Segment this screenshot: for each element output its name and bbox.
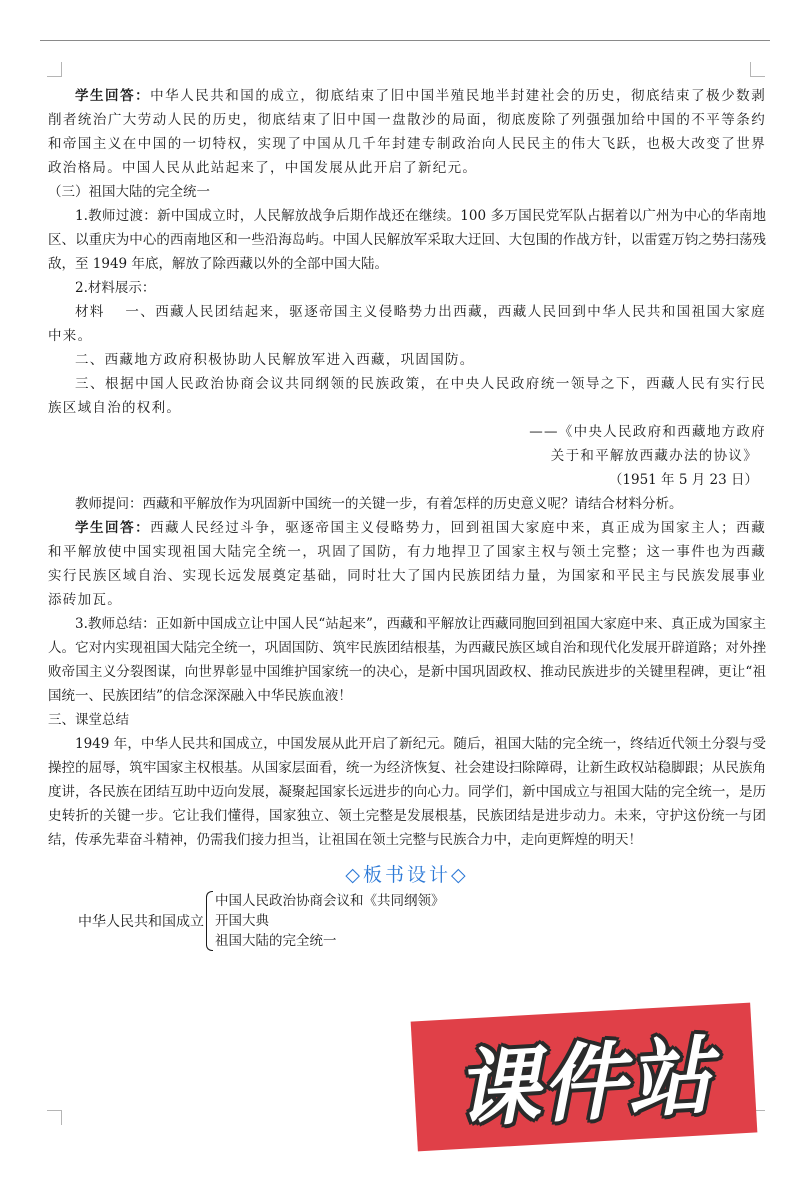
header-rule bbox=[40, 40, 770, 41]
summary-heading: 三、课堂总结 bbox=[48, 712, 129, 728]
watermark-text: 课件站 bbox=[452, 1026, 716, 1140]
source-line-1: ——《中央人民政府和西藏地方政府 bbox=[529, 424, 766, 440]
source-line-2: 关于和平解放西藏办法的协议》 bbox=[550, 448, 758, 464]
board-design-title: ◇板书设计◇ bbox=[345, 864, 469, 886]
student-answer-1 bbox=[48, 84, 766, 180]
summary-text: 1949 年，中华人民共和国成立，中国发展从此开启了新纪元。随后，祖国大陆的完全统一，终结近代领土分裂与受操控的屈辱，筑牢国家主权根基。从国家层面看，统一为经济恢复、社会建设扫除障碍，让新生政权站稳脚跟；从民族角度讲，各民族在团结互助中迈向发展，凝聚起国家长远进步的向心力。同学们，新中国成立与祖国大陆的完全统一，是历史转折的关键一步。它让我们懂得，国家独立、领土完整是发展根基，民族团结是进步动力。未来，守护这份统一与团结，传承先辈奋斗精神，仍需我们接力担当，让祖国在领土完整与民族合力中，走向更辉煌的明天！ bbox=[48, 736, 766, 848]
answer-text: 西藏人民经过斗争，驱逐帝国主义侵略势力，回到祖国大家庭中来，真正成为国家主人；西藏和平解放使中国实现祖国大陆完全统一，巩固了国防，有力地捍卫了国家主权与领土完整；这一事件也为西藏实行民族区域自治、实现长远发展奠定基础，同时壮大了国内民族团结力量，为国家和平民主与民族发展事业添砖加瓦。 bbox=[48, 520, 766, 608]
crop-mark-bottom-left bbox=[47, 1110, 62, 1125]
answer-label: 学生回答： bbox=[75, 88, 151, 104]
board-design-item: 中国人民政治协商会议和《共同纲领》 bbox=[215, 893, 445, 909]
material-item-2: 二、西藏地方政府积极协助人民解放军进入西藏，巩固国防。 bbox=[75, 352, 475, 368]
section-heading-3: （三）祖国大陆的完全统一 bbox=[48, 184, 210, 200]
board-design-item: 祖国大陆的完全统一 bbox=[215, 933, 337, 949]
answer-text: 中华人民共和国的成立，彻底结束了旧中国半殖民地半封建社会的历史，彻底结束了极少数剥削者统治广大劳动人民的历史，彻底结束了旧中国一盘散沙的局面，彻底废除了列强强加给中国的不平等条约和帝国主义在中国的一切特权，实现了中国从几千年封建专制政治向人民民主的伟大飞跃，也极大改变了世界政治格局。中国人民从此站起来了，中国发展从此开启了新纪元。 bbox=[48, 88, 766, 176]
crop-mark-top-right bbox=[750, 62, 765, 77]
board-design-item: 开国大典 bbox=[215, 913, 269, 929]
board-design-root: 中华人民共和国成立 bbox=[78, 914, 204, 930]
brace bbox=[206, 891, 213, 951]
answer-label: 学生回答： bbox=[75, 520, 151, 536]
crop-mark-top-left bbox=[47, 62, 62, 77]
board-design-list bbox=[215, 891, 445, 951]
student-answer-2 bbox=[48, 516, 766, 612]
material-label: 材料 bbox=[75, 304, 105, 320]
teacher-question: 教师提问：西藏和平解放作为巩固新中国统一的关键一步，有着怎样的历史意义呢？请结合材料分析。 bbox=[75, 496, 683, 512]
watermark-stamp bbox=[411, 1003, 758, 1152]
material-item-3: 三、根据中国人民政治协商会议共同纲领的民族政策，在中央人民政府统一领导之下，西藏人民有实行民族区域自治的权利。 bbox=[48, 376, 766, 416]
material-heading: 2.材料展示： bbox=[75, 280, 156, 296]
teacher-transition: 1.教师过渡：新中国成立时，人民解放战争后期作战还在继续。100 多万国民党军队占据着以广州为中心的华南地区、以重庆为中心的西南地区和一些沿海岛屿。中国人民解放军采取大迂回、大包围的作战方针，以雷霆万钧之势扫荡残敌，至 1949 年底，解放了除西藏以外的全部中国大陆。 bbox=[48, 208, 767, 272]
material-item-1 bbox=[48, 300, 766, 348]
teacher-summary: 3.教师总结：正如新中国成立让中国人民“站起来”，西藏和平解放让西藏同胞回到祖国大家庭中来、真正成为国家主人。它对内实现祖国大陆完全统一，巩固国防、筑牢民族团结根基，为西藏民族区域自治和现代化发展开辟道路；对外挫败帝国主义分裂图谋，向世界彰显中国维护国家统一的决心，是新中国巩固政权、推动民族进步的关键里程碑，更让“祖国统一、民族团结”的信念深深融入中华民族血液！ bbox=[48, 616, 766, 704]
document-body bbox=[48, 84, 766, 951]
material-item-1-text: 一、西藏人民团结起来，驱逐帝国主义侵略势力出西藏，西藏人民回到中华人民共和国祖国大家庭中来。 bbox=[48, 304, 766, 344]
source-date: （1951 年 5 月 23 日） bbox=[608, 472, 758, 488]
board-design bbox=[78, 891, 766, 951]
